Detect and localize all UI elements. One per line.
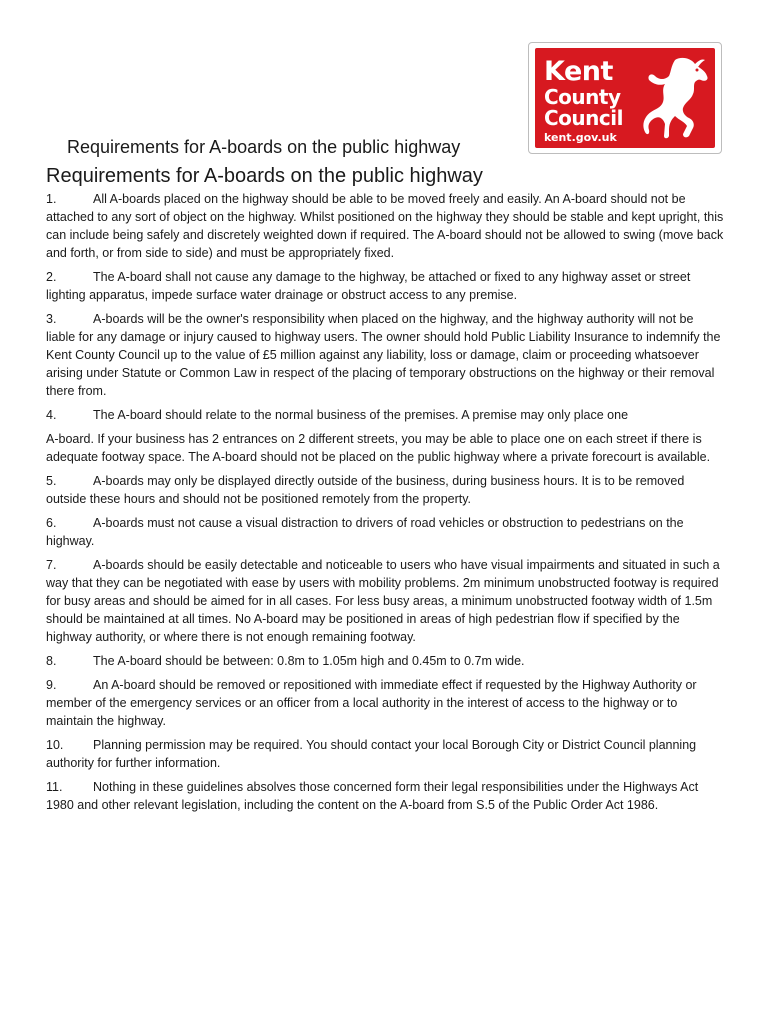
kent-county-council-logo [528, 42, 722, 154]
requirement-text: A-board. If your business has 2 entrances on 2 different streets, you may be able to place one on each street if there is adequate footway space. The A-board should not be placed on the public highway where a private forecourt is available. [46, 432, 711, 464]
requirement-number: 9. [46, 678, 57, 692]
requirement-number: 4. [46, 408, 57, 422]
requirement-text: An A-board should be removed or repositioned with immediate effect if requested by the Highway Authority or member of the emergency services or an officer from a local authority in the interest of access to the highway or to maintain the highway. [46, 678, 697, 728]
requirement-text: A-boards will be the owner's responsibility when placed on the highway, and the highway authority will not be liable for any damage or injury caused to highway users. The owner should hold Public Liability Insurance to indemnify the Kent County Council up to the value of £5 million against any liability, loss or damage, claim or proceeding whatsoever arising under Statute or Common Law in respect of the placing of temporary obstructions on the highway or their removal there from. [46, 312, 721, 398]
requirement-item [46, 736, 726, 772]
requirement-item [46, 556, 726, 646]
requirement-item [46, 472, 726, 508]
requirement-item [46, 652, 726, 670]
requirement-text: All A-boards placed on the highway should be able to be moved freely and easily. An A-board should not be attached to any sort of object on the highway. Whilst positioned on the highway they should be stable and kept upright, this can include being safely and discretely weighted down if required. The A-board should not be allowed to swing (move back and forth, or from side to side) and must be appropriately fixed. [46, 192, 724, 260]
requirement-text: A-boards must not cause a visual distraction to drivers of road vehicles or obstruction to pedestrians on the highway. [46, 516, 684, 548]
requirement-text: The A-board should be between: 0.8m to 1.05m high and 0.45m to 0.7m wide. [93, 654, 525, 668]
requirement-text: A-boards should be easily detectable and noticeable to users who have visual impairments and situated in such a way that they can be negotiated with ease by users with mobility problems. 2m minimum unobstructed footway is required for busy areas and should be aimed for in all cases. For less busy areas, a minimum unobstructed footway width of 1.5m should be maintained at all times. No A-board may be positioned in areas of high pedestrian flow if specified by the highway authority, or where there is not enough remaining footway. [46, 558, 720, 644]
requirement-number: 10. [46, 738, 64, 752]
requirement-number: 7. [46, 558, 57, 572]
requirement-number: 3. [46, 312, 57, 326]
requirement-text: A-boards may only be displayed directly outside of the business, during business hours. It is to be removed outside these hours and should not be positioned remotely from the property. [46, 474, 685, 506]
requirement-item [46, 778, 726, 814]
requirement-number: 11. [46, 780, 63, 794]
logo-line-county: County [544, 85, 621, 109]
requirement-item [46, 514, 726, 550]
logo-line-kent: Kent [544, 56, 613, 87]
logo-line-council: Council [544, 106, 623, 130]
requirement-item [46, 268, 726, 304]
requirement-item [46, 190, 726, 262]
requirements-list [46, 190, 726, 820]
section-heading: Requirements for A-boards on the public highway [46, 165, 483, 187]
requirement-text: Planning permission may be required. You should contact your local Borough City or District Council planning authority for further information. [46, 738, 697, 770]
requirement-item [46, 310, 726, 400]
requirement-text: The A-board should relate to the normal business of the premises. A premise may only place one [93, 408, 629, 422]
requirement-continuation [46, 430, 726, 466]
requirement-number: 2. [46, 270, 57, 284]
requirement-number: 6. [46, 516, 57, 530]
logo-red-panel [535, 48, 715, 148]
requirement-number: 8. [46, 654, 57, 668]
requirement-text: The A-board shall not cause any damage to the highway, be attached or fixed to any highway asset or street lighting apparatus, impede surface water drainage or obstruct access to any premise. [46, 270, 691, 302]
requirement-item [46, 676, 726, 730]
requirement-item [46, 406, 726, 424]
document-title: Requirements for A-boards on the public highway [67, 137, 461, 157]
requirement-number: 5. [46, 474, 57, 488]
requirement-number: 1. [46, 192, 57, 206]
logo-url: kent.gov.uk [544, 131, 617, 144]
white-horse-icon [635, 54, 711, 140]
requirement-text: Nothing in these guidelines absolves those concerned form their legal responsibilities under the Highways Act 1980 and other relevant legislation, including the content on the A-board from S.5 of the Public Order Act 1986. [46, 780, 699, 812]
